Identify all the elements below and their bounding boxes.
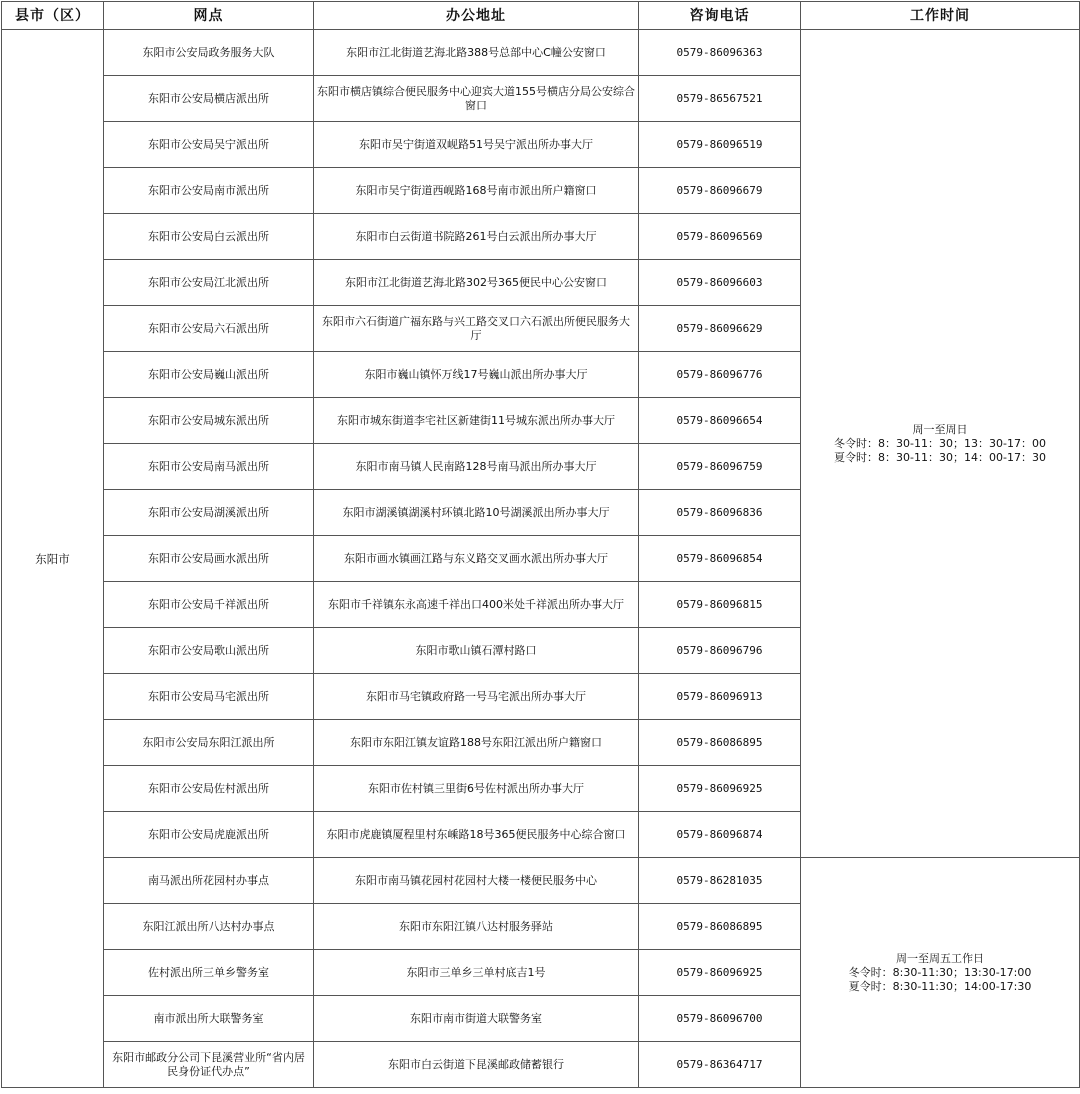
phone-cell: 0579-86096629 — [639, 306, 801, 352]
hours-summer: 夏令时：8:30-11:30；14:00-17:30 — [848, 979, 1032, 993]
address-cell: 东阳市马宅镇政府路一号马宅派出所办事大厅 — [314, 674, 639, 720]
service-points-table — [1, 1, 1080, 1088]
address-cell: 东阳市六石街道广福东路与兴工路交叉口六石派出所便民服务大厅 — [314, 306, 639, 352]
address-cell: 东阳市白云街道书院路261号白云派出所办事大厅 — [314, 214, 639, 260]
address-cell: 东阳市歌山镇石潭村路口 — [314, 628, 639, 674]
column-header-address: 办公地址 — [314, 2, 639, 30]
address-cell: 东阳市三单乡三单村底吉1号 — [314, 950, 639, 996]
site-cell: 东阳市公安局横店派出所 — [104, 76, 314, 122]
site-cell: 佐村派出所三单乡警务室 — [104, 950, 314, 996]
phone-cell: 0579-86096603 — [639, 260, 801, 306]
address-cell: 东阳市白云街道下昆溪邮政储蓄银行 — [314, 1042, 639, 1088]
phone-cell: 0579-86281035 — [639, 858, 801, 904]
phone-cell: 0579-86096836 — [639, 490, 801, 536]
table-row — [2, 858, 1080, 904]
site-cell: 东阳市公安局画水派出所 — [104, 536, 314, 582]
phone-cell: 0579-86096759 — [639, 444, 801, 490]
phone-cell: 0579-86096654 — [639, 398, 801, 444]
site-cell: 东阳市邮政分公司下昆溪营业所“省内居民身份证代办点” — [104, 1042, 314, 1088]
phone-cell: 0579-86096776 — [639, 352, 801, 398]
hours-summer: 夏令时：8：30-11：30；14：00-17：30 — [834, 450, 1046, 464]
phone-cell: 0579-86096925 — [639, 950, 801, 996]
address-cell: 东阳市城东街道李宅社区新建街11号城东派出所办事大厅 — [314, 398, 639, 444]
address-cell: 东阳市佐村镇三里街6号佐村派出所办事大厅 — [314, 766, 639, 812]
phone-cell: 0579-86096569 — [639, 214, 801, 260]
site-cell: 东阳江派出所八达村办事点 — [104, 904, 314, 950]
phone-cell: 0579-86086895 — [639, 904, 801, 950]
site-cell: 东阳市公安局马宅派出所 — [104, 674, 314, 720]
phone-cell: 0579-86096363 — [639, 30, 801, 76]
address-cell: 东阳市吴宁街道西岘路168号南市派出所户籍窗口 — [314, 168, 639, 214]
site-cell: 东阳市公安局南马派出所 — [104, 444, 314, 490]
address-cell: 东阳市画水镇画江路与东义路交叉画水派出所办事大厅 — [314, 536, 639, 582]
site-cell: 东阳市公安局白云派出所 — [104, 214, 314, 260]
address-cell: 东阳市南市街道大联警务室 — [314, 996, 639, 1042]
address-cell: 东阳市千祥镇东永高速千祥出口400米处千祥派出所办事大厅 — [314, 582, 639, 628]
site-cell: 东阳市公安局南市派出所 — [104, 168, 314, 214]
phone-cell: 0579-86567521 — [639, 76, 801, 122]
hours-winter: 冬令时：8:30-11:30；13:30-17:00 — [848, 965, 1032, 979]
county-cell: 东阳市 — [2, 30, 104, 1088]
site-cell: 东阳市公安局吴宁派出所 — [104, 122, 314, 168]
address-cell: 东阳市南马镇花园村花园村大楼一楼便民服务中心 — [314, 858, 639, 904]
hours-cell — [801, 858, 1080, 1088]
phone-cell: 0579-86096913 — [639, 674, 801, 720]
site-cell: 东阳市公安局城东派出所 — [104, 398, 314, 444]
phone-cell: 0579-86096874 — [639, 812, 801, 858]
site-cell: 东阳市公安局千祥派出所 — [104, 582, 314, 628]
site-cell: 东阳市公安局虎鹿派出所 — [104, 812, 314, 858]
site-cell: 东阳市公安局巍山派出所 — [104, 352, 314, 398]
site-cell: 南马派出所花园村办事点 — [104, 858, 314, 904]
address-cell: 东阳市东阳江镇友谊路188号东阳江派出所户籍窗口 — [314, 720, 639, 766]
site-cell: 东阳市公安局政务服务大队 — [104, 30, 314, 76]
phone-cell: 0579-86096796 — [639, 628, 801, 674]
phone-cell: 0579-86096700 — [639, 996, 801, 1042]
column-header-phone: 咨询电话 — [639, 2, 801, 30]
site-cell: 东阳市公安局六石派出所 — [104, 306, 314, 352]
column-header-hours: 工作时间 — [801, 2, 1080, 30]
site-cell: 东阳市公安局湖溪派出所 — [104, 490, 314, 536]
phone-cell: 0579-86086895 — [639, 720, 801, 766]
hours-winter: 冬令时：8：30-11：30；13：30-17：00 — [834, 436, 1046, 450]
address-cell: 东阳市湖溪镇湖溪村环镇北路10号湖溪派出所办事大厅 — [314, 490, 639, 536]
address-cell: 东阳市江北街道艺海北路388号总部中心C幢公安窗口 — [314, 30, 639, 76]
phone-cell: 0579-86096854 — [639, 536, 801, 582]
table-header-row — [2, 2, 1080, 30]
hours-days: 周一至周五工作日 — [896, 951, 984, 965]
address-cell: 东阳市江北街道艺海北路302号365便民中心公安窗口 — [314, 260, 639, 306]
site-cell: 东阳市公安局东阳江派出所 — [104, 720, 314, 766]
phone-cell: 0579-86096815 — [639, 582, 801, 628]
phone-cell: 0579-86096925 — [639, 766, 801, 812]
column-header-site: 网点 — [104, 2, 314, 30]
address-cell: 东阳市巍山镇怀万线17号巍山派出所办事大厅 — [314, 352, 639, 398]
address-cell: 东阳市吴宁街道双岘路51号吴宁派出所办事大厅 — [314, 122, 639, 168]
table-body — [2, 30, 1080, 1088]
address-cell: 东阳市虎鹿镇厦程里村东嵊路18号365便民服务中心综合窗口 — [314, 812, 639, 858]
address-cell: 东阳市东阳江镇八达村服务驿站 — [314, 904, 639, 950]
hours-days: 周一至周日 — [912, 422, 968, 436]
address-cell: 东阳市南马镇人民南路128号南马派出所办事大厅 — [314, 444, 639, 490]
phone-cell: 0579-86096519 — [639, 122, 801, 168]
phone-cell: 0579-86096679 — [639, 168, 801, 214]
phone-cell: 0579-86364717 — [639, 1042, 801, 1088]
site-cell: 东阳市公安局佐村派出所 — [104, 766, 314, 812]
hours-cell — [801, 30, 1080, 858]
address-cell: 东阳市横店镇综合便民服务中心迎宾大道155号横店分局公安综合窗口 — [314, 76, 639, 122]
site-cell: 东阳市公安局歌山派出所 — [104, 628, 314, 674]
table-row — [2, 30, 1080, 76]
column-header-county: 县市（区） — [2, 2, 104, 30]
site-cell: 南市派出所大联警务室 — [104, 996, 314, 1042]
site-cell: 东阳市公安局江北派出所 — [104, 260, 314, 306]
